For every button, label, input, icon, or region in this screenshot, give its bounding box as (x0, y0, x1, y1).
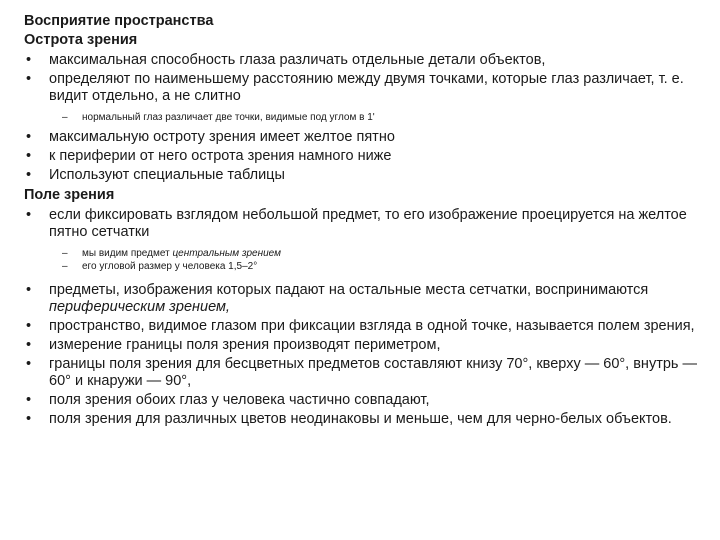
list-item (24, 129, 704, 146)
field-item-text: пространство, видимое глазом при фиксации взгляда в одной точке, называется полем зрения, (49, 318, 695, 335)
bullet-icon: • (26, 337, 32, 354)
bullet-icon: • (26, 129, 32, 146)
list-item (24, 71, 704, 105)
list-item (24, 337, 704, 354)
field-item-text: границы поля зрения для бесцветных предметов составляют книзу 70°, кверху — 60°, внутрь — 60° и кнаружи — 90°, (49, 356, 697, 390)
field-item-text: поля зрения обоих глаз у человека частично совпадают, (49, 392, 430, 409)
field-sub-text: его угловой размер у человека 1,5–2° (82, 260, 258, 272)
heading-space-perception: Восприятие пространства (24, 13, 214, 29)
field-item-text: если фиксировать взглядом небольшой предмет, то его изображение проецируется на желтое пятно сетчатки (49, 206, 687, 240)
list-item (24, 392, 704, 409)
bullet-icon: • (26, 167, 32, 184)
bullet-icon: • (26, 318, 32, 335)
acuity-item-text: Используют специальные таблицы (49, 167, 285, 184)
field-item-text: измерение границы поля зрения производят периметром, (49, 337, 441, 354)
bullet-icon: • (26, 206, 32, 223)
dash-icon: – (62, 111, 68, 123)
dash-icon: – (62, 260, 68, 272)
sub-list-item (24, 260, 704, 273)
bullet-icon: • (26, 51, 32, 68)
list-item (24, 282, 704, 316)
slide-content (24, 12, 704, 430)
bullet-icon: • (26, 411, 32, 428)
acuity-item-text: к периферии от него острота зрения намного ниже (49, 148, 392, 165)
list-item (24, 411, 704, 428)
heading-visual-acuity: Острота зрения (24, 32, 138, 48)
field-item-text: поля зрения для различных цветов неодинаковы и меньше, чем для черно-белых объектов. (49, 411, 672, 428)
bullet-icon: • (26, 282, 32, 299)
list-item (24, 318, 704, 335)
list-item (24, 148, 704, 165)
heading-visual-field: Поле зрения (24, 187, 115, 204)
dash-icon: – (62, 247, 68, 259)
bullet-icon: • (26, 148, 32, 165)
sub-list-item (24, 247, 704, 260)
acuity-item-text: определяют по наименьшему расстоянию между двумя точками, которые глаз различает, т. е. видит отдельно, а не слитно (49, 70, 684, 104)
list-item (24, 207, 704, 241)
list-item (24, 52, 704, 69)
bullet-icon: • (26, 356, 32, 373)
bullet-icon: • (26, 70, 32, 87)
field-item-emphasis: периферическим зрением, (49, 299, 230, 316)
acuity-item-text: максимальная способность глаза различать отдельные детали объектов, (49, 51, 546, 68)
list-item (24, 167, 704, 184)
acuity-item-text: максимальную остроту зрения имеет желтое пятно (49, 129, 395, 146)
field-item-text: предметы, изображения которых падают на остальные места сетчатки, воспринимаются (49, 282, 649, 299)
bullet-icon: • (26, 392, 32, 409)
field-sub-emphasis: центральным зрением (172, 247, 281, 259)
list-item (24, 356, 704, 390)
acuity-sub-text: нормальный глаз различает две точки, видимые под углом в 1' (82, 111, 375, 123)
field-sub-text: мы видим предмет (82, 247, 173, 259)
sub-list-item (24, 111, 704, 124)
